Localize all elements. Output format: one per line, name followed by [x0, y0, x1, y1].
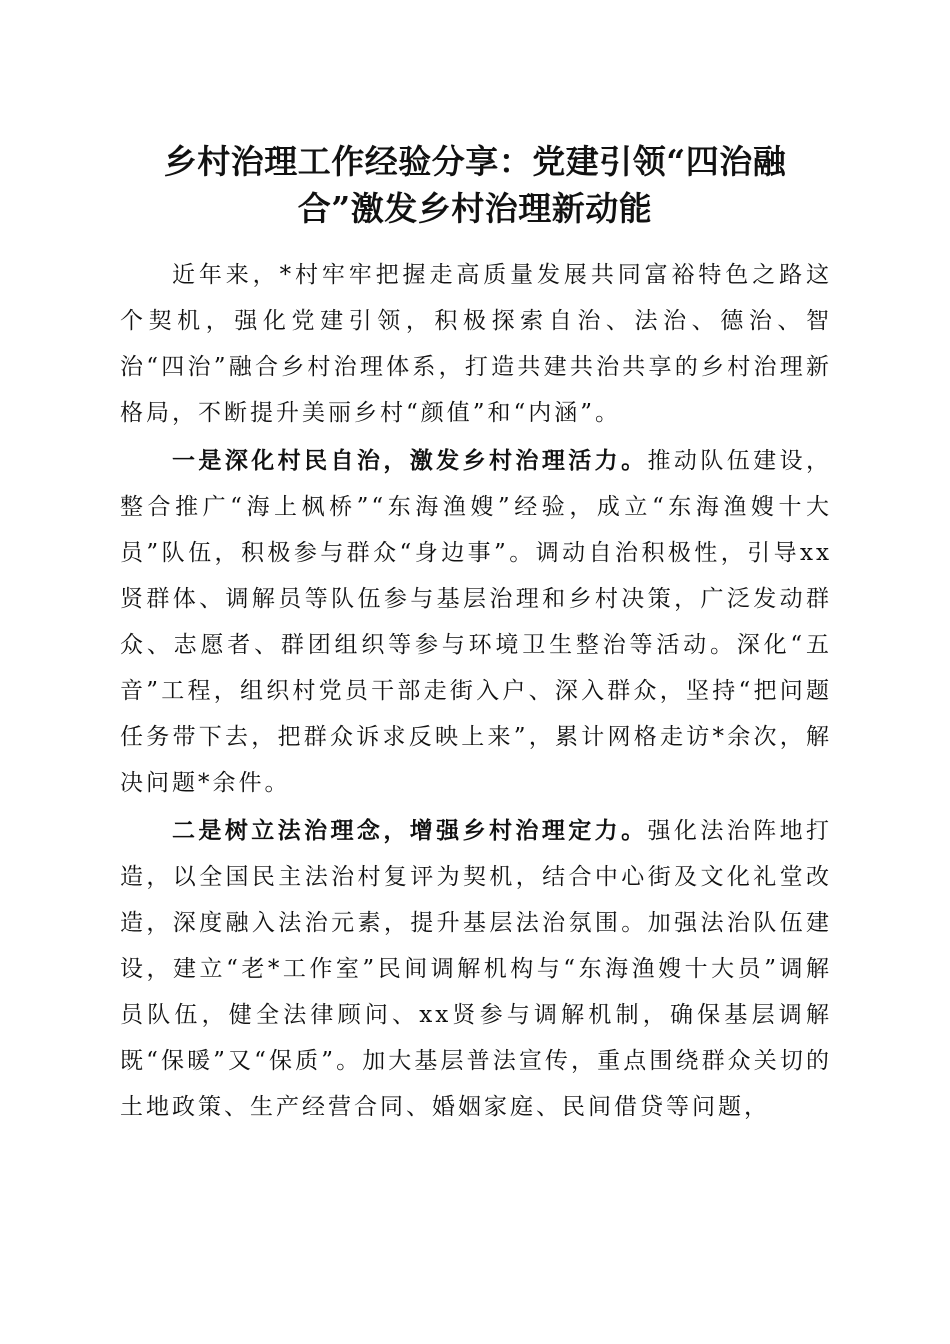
paragraph-lead-heading: 一是深化村民自治，激发乡村治理活力。 — [172, 447, 648, 474]
paragraph-rule-of-law — [120, 808, 832, 1130]
paragraph-intro — [120, 252, 832, 436]
paragraph-text: 强化法治阵地打造，以全国民主法治村复评为契机，结合中心街及文化礼堂改造，深度融入法治元素，提升基层法治氛围。加强法治队伍建设，建立“老*工作室”民间调解机构与“东海渔嫂十大员”调解员队伍，健全法律顾问、xx贤参与调解机制，确保基层调解既“保暖”又“保质”。加大基层普法宣传，重点围绕群众关切的土地政策、生产经营合同、婚姻家庭、民间借贷等问题， — [120, 818, 833, 1120]
paragraph-text: 推动队伍建设，整合推广“海上枫桥”“东海渔嫂”经验，成立“东海渔嫂十大员”队伍，积极参与群众“身边事”。调动自治积极性，引导xx贤群体、调解员等队伍参与基层治理和乡村决策，广泛发动群众、志愿者、群团组织等参与环境卫生整治等活动。深化“五音”工程，组织村党员干部走街入户、深入群众，坚持“把问题任务带下去，把群众诉求反映上来”，累计网格走访*余次，解决问题*余件。 — [120, 448, 833, 796]
paragraph-self-governance — [120, 438, 832, 806]
document-title — [120, 138, 830, 232]
paragraph-lead-heading: 二是树立法治理念，增强乡村治理定力。 — [172, 817, 648, 844]
title-line-2: 合”激发乡村治理新动能 — [297, 189, 653, 228]
paragraph-text: 近年来，*村牢牢把握走高质量发展共同富裕特色之路这个契机，强化党建引领，积极探索自治、法治、德治、智治“四治”融合乡村治理体系，打造共建共治共享的乡村治理新格局，不断提升美丽乡村“颜值”和“内涵”。 — [120, 262, 832, 426]
title-line-1: 乡村治理工作经验分享：党建引领“四治融 — [163, 142, 787, 181]
document-body — [120, 252, 832, 1132]
